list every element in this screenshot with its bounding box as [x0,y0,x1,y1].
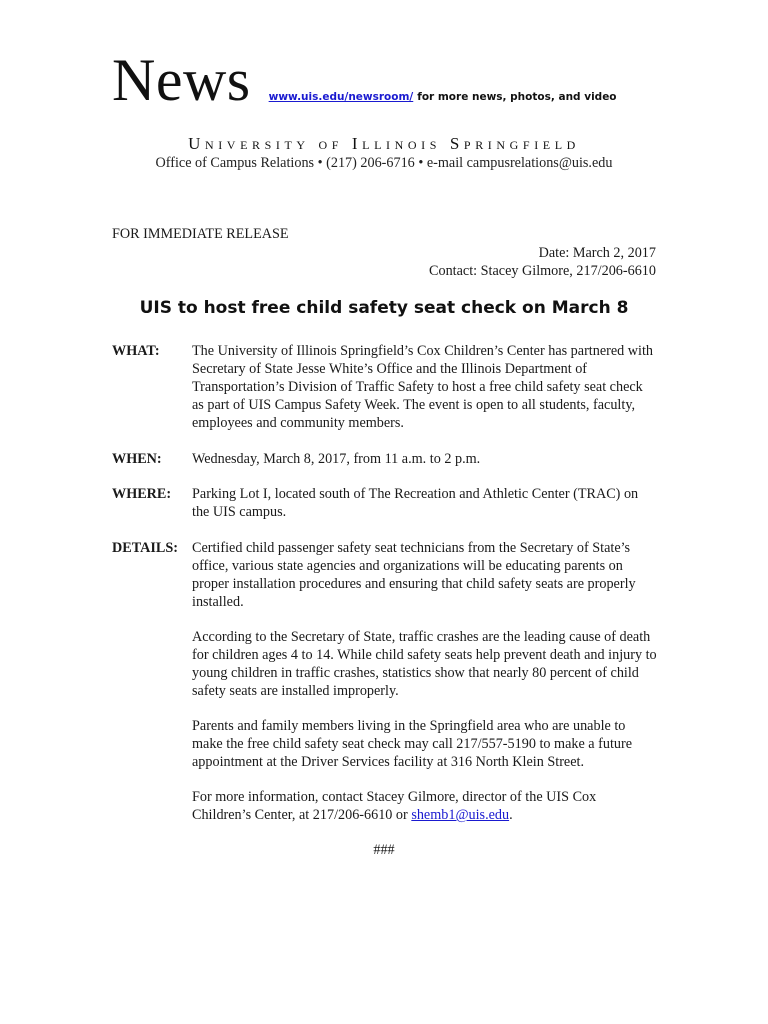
details-paragraph-3: Parents and family members living in the Springfield area who are unable to make the free child safety seat check may call 217/557-5190 to make a future appointment at the Driver Services facility at 316 North Klein Street. [192,718,633,770]
what-section [112,342,658,432]
details-paragraph-2: According to the Secretary of State, traffic crashes are the leading cause of death for children ages 4 to 14. While child safety seats help prevent death and injury to young children in traffic crashes, statistics show that nearly 80 percent of child safety seats are installed improperly. [192,629,657,699]
university-name: University of Illinois Springfield [188,134,580,153]
what-text: The University of Illinois Springfield’s Cox Children’s Center has partnered with Secretary of State Jesse White’s Office and the Illinois Department of Transportation’s Division of Traffic Safety to host a free child safety seat check as part of UIS Campus Safety Week. The event is open to all students, faculty, employees and community members. [192,343,654,431]
masthead [112,47,617,113]
end-mark: ### [373,842,395,858]
release-contact: Contact: Stacey Gilmore, 217/206-6610 [429,263,656,279]
details-section [112,539,658,611]
newsroom-link[interactable]: www.uis.edu/newsroom/ [268,91,414,103]
details-paragraph-4-end: . [509,807,513,823]
news-title: News [112,47,251,113]
newsroom-link-suffix: for more news, photos, and video [417,91,617,103]
where-text: Parking Lot I, located south of The Recreation and Athletic Center (TRAC) on the UIS campus. [192,486,639,520]
where-section [112,485,658,521]
what-label: WHAT: [112,343,160,359]
email-link[interactable]: shemb1@uis.edu [411,807,510,823]
details-paragraph-1: Certified child passenger safety seat technicians from the Secretary of State’s office, various state agencies and organizations will be educating parents on proper installation procedures and ensuring that child safety seats are properly installed. [192,540,636,610]
when-label: WHEN: [112,451,162,467]
when-section [112,450,658,468]
office-contact-line: Office of Campus Relations • (217) 206-6716 • e-mail campusrelations@uis.edu [155,155,613,171]
headline: UIS to host free child safety seat check on March 8 [139,298,629,318]
details-paragraph-4-text: For more information, contact Stacey Gilmore, director of the UIS Cox Children’s Center, at 217/206-6610 or [192,789,597,823]
where-label: WHERE: [112,486,172,502]
details-label: DETAILS: [112,540,178,556]
details-paragraph-4 [192,788,658,824]
release-date: Date: March 2, 2017 [538,245,656,261]
release-label: FOR IMMEDIATE RELEASE [112,226,289,242]
when-text: Wednesday, March 8, 2017, from 11 a.m. to 2 p.m. [192,451,481,467]
